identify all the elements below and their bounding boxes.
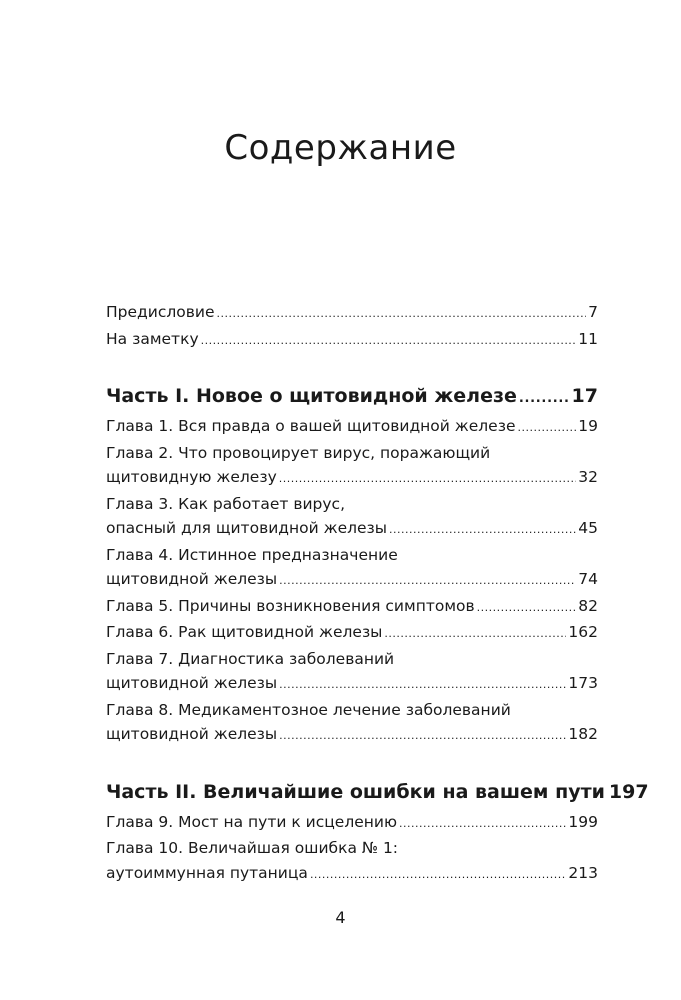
toc-chapter-title: Глава 2. Что провоцирует вирус, поражающий (106, 443, 491, 462)
toc-chapter-title: Глава 1. Вся правда о вашей щитовидной железе (106, 417, 516, 435)
toc-chapter-2[interactable] (106, 441, 598, 492)
toc-part-2[interactable] (106, 777, 649, 810)
toc-page-number: 17 (571, 385, 598, 407)
leader-dots (477, 596, 577, 621)
toc-part-title: Часть I. Новое о щитовидной железе (106, 385, 517, 407)
toc-page-number: 182 (568, 725, 598, 743)
toc-chapter-title: Глава 4. Истинное предназначение (106, 545, 398, 564)
leader-dots (384, 622, 566, 647)
toc-page-number: 74 (578, 570, 598, 588)
toc-chapter-7[interactable] (106, 647, 598, 698)
toc-chapter-title: Глава 9. Мост на пути к исцелению (106, 812, 398, 831)
leader-dots (399, 812, 566, 837)
toc-page-number: 11 (578, 329, 598, 348)
toc-page-number: 199 (568, 812, 598, 831)
leader-dots (279, 673, 566, 698)
toc-chapter-title: Глава 6. Рак щитовидной железы (106, 623, 383, 641)
page-title: Содержание (224, 128, 457, 168)
toc-entry-text: Предисловие (106, 303, 215, 321)
leader-dots (519, 384, 570, 414)
page-number: 4 (335, 908, 346, 927)
leader-dots (389, 518, 576, 543)
toc-page-number: 32 (578, 468, 598, 486)
toc-entry-text: На заметку (106, 329, 199, 348)
leader-dots (518, 416, 577, 441)
toc-page-number: 45 (578, 519, 598, 537)
toc-page-number: 197 (608, 780, 649, 803)
toc-chapter-title-cont: аутоиммунная путаница (106, 863, 308, 882)
toc-chapter-3[interactable] (106, 492, 598, 543)
toc-page-number: 173 (568, 674, 598, 692)
leader-dots (279, 467, 577, 492)
leader-dots (279, 724, 566, 749)
toc-chapter-10[interactable] (106, 836, 598, 887)
toc-entry-note[interactable] (106, 327, 598, 354)
toc-chapter-9[interactable] (106, 810, 598, 837)
toc-part-title: Часть II. Величайшие ошибки на вашем пути (106, 780, 605, 803)
toc-chapter-8[interactable] (106, 698, 598, 749)
leader-dots (201, 329, 577, 354)
toc-chapter-title: Глава 7. Диагностика заболеваний (106, 649, 395, 668)
toc-page-number: 213 (568, 863, 598, 882)
toc-chapter-title: Глава 5. Причины возникновения симптомов (106, 596, 475, 615)
toc-chapter-1[interactable] (106, 414, 598, 441)
toc-chapter-4[interactable] (106, 543, 598, 594)
toc-page-number: 19 (578, 417, 598, 435)
leader-dots (279, 569, 576, 594)
toc-chapter-title-cont: щитовидной железы (106, 570, 278, 588)
toc-chapter-title-cont: опасный для щитовидной железы (106, 519, 388, 537)
table-of-contents (106, 300, 649, 887)
toc-page-number: 82 (578, 596, 598, 615)
toc-page-number: 7 (588, 303, 598, 321)
toc-part-1[interactable] (106, 381, 598, 414)
toc-chapter-title-cont: щитовидную железу (106, 468, 277, 486)
toc-chapter-title: Глава 10. Величайшая ошибка № 1: (106, 839, 399, 857)
toc-chapter-5[interactable] (106, 594, 598, 621)
toc-chapter-title-cont: щитовидной железы (106, 674, 278, 692)
toc-chapter-6[interactable] (106, 620, 598, 647)
toc-chapter-title-cont: щитовидной железы (106, 725, 278, 743)
toc-chapter-title: Глава 8. Медикаментозное лечение заболеваний (106, 700, 511, 719)
leader-dots (310, 863, 566, 888)
leader-dots (216, 302, 586, 327)
toc-page-number: 162 (568, 623, 598, 641)
toc-chapter-title: Глава 3. Как работает вирус, (106, 494, 345, 513)
toc-entry-preface[interactable] (106, 300, 598, 327)
